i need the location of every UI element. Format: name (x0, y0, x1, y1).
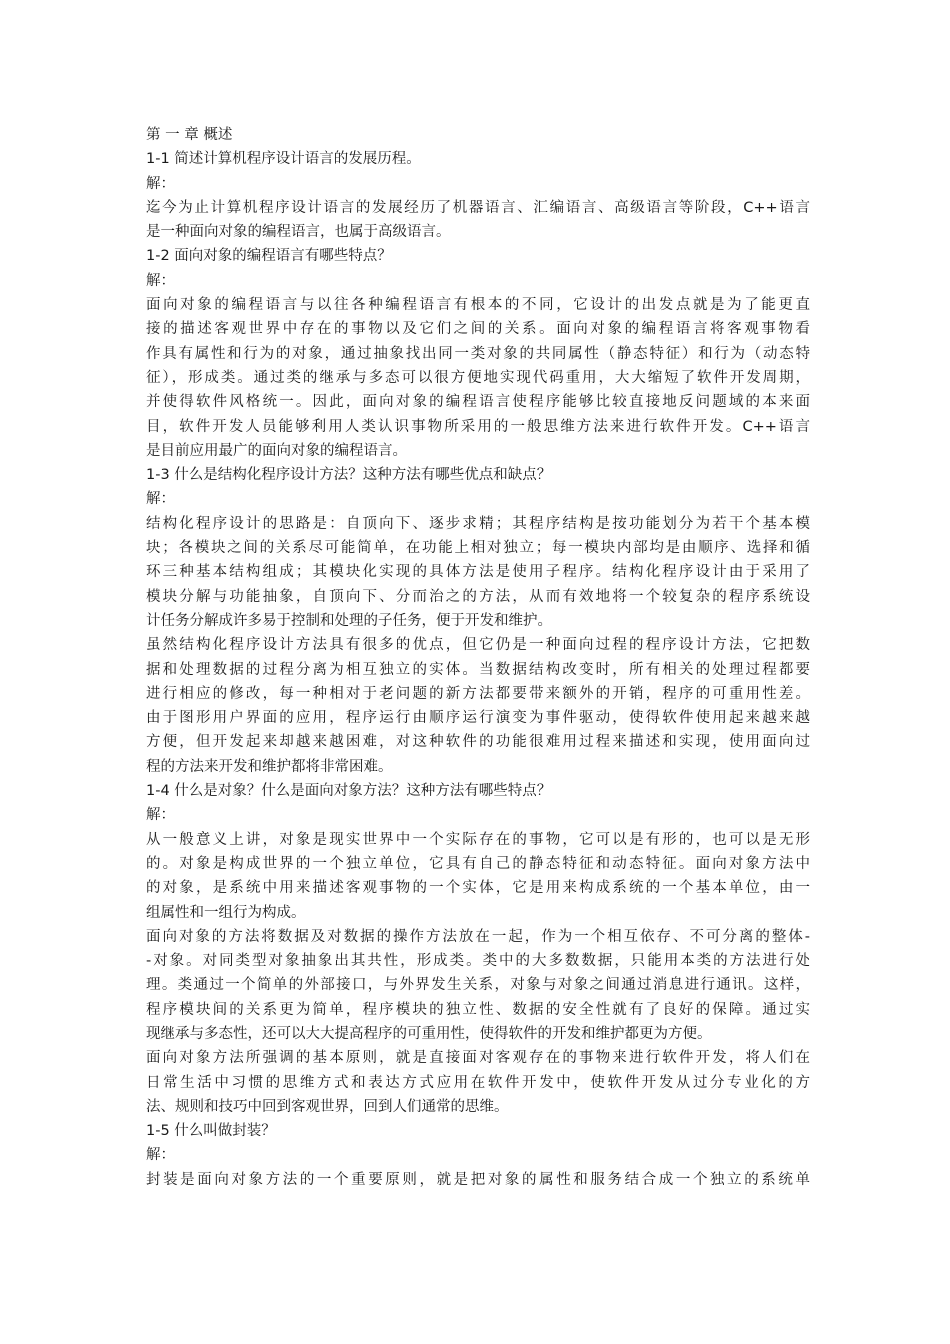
text-line: 法、规则和技巧中回到客观世界，回到人们通常的思维。 (146, 1098, 509, 1115)
text-line: 是一种面向对象的编程语言，也属于高级语言。 (146, 224, 451, 241)
text-line: 并使得软件风格统一。因此，面向对象的编程语言使程序能够比较直接地反问题域的本来面 (146, 394, 810, 411)
text-line: 封装是面向对象方法的一个重要原则，就是把对象的属性和服务结合成一个独立的系统单 (146, 1171, 810, 1188)
text-line: 1-4 什么是对象？什么是面向对象方法？这种方法有哪些特点？ (146, 783, 552, 800)
text-line: 解： (146, 491, 175, 508)
text-line: 进行相应的修改，每一种相对于老问题的新方法都要带来额外的开销，程序的可重用性差。 (146, 685, 810, 702)
text-line: 块；各模块之间的关系尽可能简单，在功能上相对独立；每一模块内部均是由顺序、选择和循 (146, 540, 810, 557)
text-line: 由于图形用户界面的应用，程序运行由顺序运行演变为事件驱动，使得软件使用起来越来越 (146, 710, 810, 727)
text-line: 模块分解与功能抽象，自顶向下、分而治之的方法，从而有效地将一个较复杂的程序系统设 (146, 588, 810, 605)
text-line: 接的描述客观世界中存在的事物以及它们之间的关系。面向对象的编程语言将客观事物看 (146, 321, 810, 338)
text-line: 从一般意义上讲，对象是现实世界中一个实际存在的事物，它可以是有形的，也可以是无形 (146, 831, 810, 848)
text-line: 1-2 面向对象的编程语言有哪些特点？ (146, 248, 392, 265)
text-line: 解： (146, 272, 175, 289)
text-line: 程的方法来开发和维护都将非常困难。 (146, 758, 393, 775)
text-line: 解： (146, 1147, 175, 1164)
text-line: 结构化程序设计的思路是：自顶向下、逐步求精；其程序结构是按功能划分为若干个基本模 (146, 515, 810, 532)
text-line: 面向对象的编程语言与以往各种编程语言有根本的不同，它设计的出发点就是为了能更直 (146, 297, 810, 314)
text-line: 征），形成类。通过类的继承与多态可以很方便地实现代码重用，大大缩短了软件开发周期， (146, 369, 810, 386)
text-line: 1-3 什么是结构化程序设计方法？这种方法有哪些优点和缺点？ (146, 467, 552, 484)
text-line: 解： (146, 175, 175, 192)
text-line: 第 一 章 概述 (146, 127, 233, 143)
text-line: 现继承与多态性，还可以大大提高程序的可重用性，使得软件的开发和维护都更为方便。 (146, 1025, 712, 1042)
text-line: 日常生活中习惯的思维方式和表达方式应用在软件开发中，使软件开发从过分专业化的方 (146, 1074, 810, 1091)
text-line: 环三种基本结构组成；其模块化实现的具体方法是使用子程序。结构化程序设计由于采用了 (146, 564, 810, 581)
text-line: 方便，但开发起来却越来越困难，对这种软件的功能很难用过程来描述和实现，使用面向过 (146, 734, 810, 751)
text-line: 目，软件开发人员能够利用人类认识事物所采用的一般思维方法来进行软件开发。C++语言 (146, 418, 810, 435)
text-line: 组属性和一组行为构成。 (146, 904, 306, 921)
text-line: 计任务分解成许多易于控制和处理的子任务，便于开发和维护。 (146, 612, 552, 629)
text-line: 据和处理数据的过程分离为相互独立的实体。当数据结构改变时，所有相关的处理过程都要 (146, 661, 810, 678)
text-line: 1-5 什么叫做封装？ (146, 1123, 276, 1140)
text-line: 程序模块间的关系更为简单，程序模块的独立性、数据的安全性就有了良好的保障。通过实 (146, 1001, 810, 1018)
text-line: 面向对象的方法将数据及对数据的操作方法放在一起，作为一个相互依存、不可分离的整体- (146, 928, 810, 945)
text-line: 理。类通过一个简单的外部接口，与外界发生关系，对象与对象之间通过消息进行通讯。这样， (146, 977, 810, 994)
document-page (146, 123, 810, 1192)
text-line: 解： (146, 807, 175, 824)
text-line: 的。对象是构成世界的一个独立单位，它具有自己的静态特征和动态特征。面向对象方法中 (146, 855, 810, 872)
text-line: 迄今为止计算机程序设计语言的发展经历了机器语言、汇编语言、高级语言等阶段，C++语言 (146, 199, 810, 216)
text-line: 面向对象方法所强调的基本原则，就是直接面对客观存在的事物来进行软件开发，将人们在 (146, 1050, 810, 1067)
text-line: 虽然结构化程序设计方法具有很多的优点，但它仍是一种面向过程的程序设计方法，它把数 (146, 637, 810, 654)
text-line: 的对象，是系统中用来描述客观事物的一个实体，它是用来构成系统的一个基本单位，由一 (146, 880, 810, 897)
text-line: 1-1 简述计算机程序设计语言的发展历程。 (146, 151, 421, 168)
text-line: 是目前应用最广的面向对象的编程语言。 (146, 442, 407, 459)
text-line: 作具有属性和行为的对象，通过抽象找出同一类对象的共同属性（静态特征）和行为（动态特 (146, 345, 810, 362)
text-line: -对象。对同类型对象抽象出其共性，形成类。类中的大多数数据，只能用本类的方法进行处 (146, 953, 810, 970)
